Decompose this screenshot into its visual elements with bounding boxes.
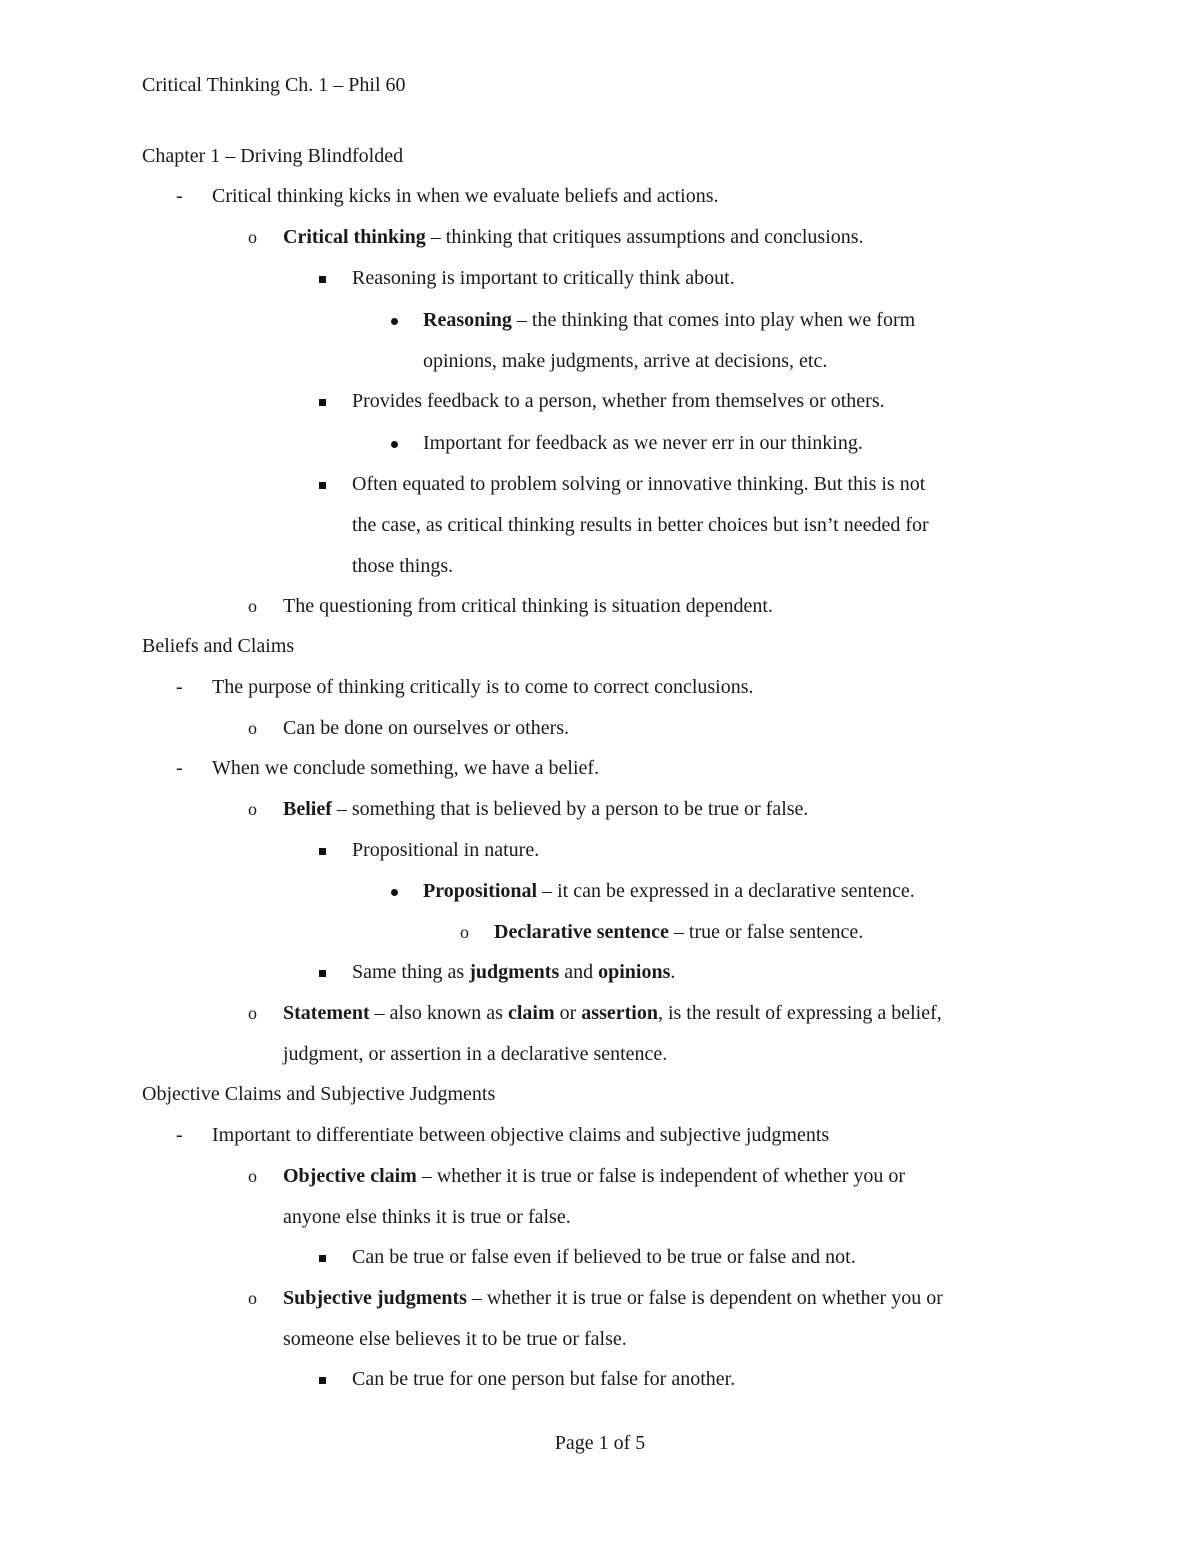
square-bullet [319, 1243, 326, 1269]
text-run: , is the result of expressing a belief, [657, 1002, 942, 1024]
list-item: Can be done on ourselves or others. [283, 717, 570, 739]
list-item-definition [283, 1163, 905, 1189]
definition-text: – true or false sentence. [668, 921, 864, 943]
definition-text: – whether it is true or false is independent of whether you or [416, 1165, 906, 1187]
text-run: – also known as [369, 1002, 508, 1024]
list-item-definition [283, 1285, 943, 1311]
definition-text: – something that is believed by a person to be true or false. [331, 798, 809, 820]
text-run: and [559, 961, 599, 983]
list-item: Often equated to problem solving or innovative thinking. But this is not [352, 473, 926, 495]
list-item: Provides feedback to a person, whether from themselves or others. [352, 390, 885, 412]
circle-bullet: o [248, 227, 257, 247]
dash-bullet: - [176, 1124, 183, 1146]
term-subjective-judgments: Subjective judgments [283, 1287, 467, 1309]
term-opinions: opinions [598, 961, 671, 983]
circle-bullet: o [248, 1288, 257, 1308]
dash-bullet: - [176, 757, 183, 779]
list-item: Important to differentiate between objective claims and subjective judgments [212, 1124, 830, 1146]
square-bullet [319, 387, 326, 413]
list-item-definition [283, 1000, 942, 1026]
list-item: The purpose of thinking critically is to come to correct conclusions. [212, 676, 754, 698]
circle-bullet: o [248, 1003, 257, 1023]
disc-bullet [391, 877, 398, 903]
term-belief: Belief [283, 798, 332, 820]
square-bullet [319, 264, 326, 290]
dash-bullet: - [176, 676, 183, 698]
term-critical-thinking: Critical thinking [283, 226, 426, 248]
disc-bullet [391, 306, 398, 332]
list-item: When we conclude something, we have a belief. [212, 757, 600, 779]
list-item: Propositional in nature. [352, 839, 540, 861]
dash-bullet: - [176, 185, 183, 207]
list-item-continuation: opinions, make judgments, arrive at decisions, etc. [423, 350, 828, 372]
definition-text: – whether it is true or false is dependent on whether you or [466, 1287, 943, 1309]
list-item [352, 959, 675, 985]
section-heading-objective-subjective: Objective Claims and Subjective Judgments [142, 1083, 496, 1105]
square-bullet [319, 958, 326, 984]
term-statement: Statement [283, 1002, 370, 1024]
list-item-continuation: those things. [352, 555, 454, 577]
list-item: The questioning from critical thinking is situation dependent. [283, 595, 773, 617]
term-objective-claim: Objective claim [283, 1165, 417, 1187]
text-run: . [670, 961, 676, 983]
circle-bullet: o [248, 799, 257, 819]
term-propositional: Propositional [423, 880, 538, 902]
definition-text: – thinking that critiques assumptions and conclusions. [425, 226, 864, 248]
list-item-continuation: the case, as critical thinking results in better choices but isn’t needed for [352, 514, 929, 536]
list-item-definition [283, 224, 864, 250]
list-item-definition [423, 878, 915, 904]
list-item: Reasoning is important to critically think about. [352, 267, 735, 289]
page-number: Page 1 of 5 [554, 1432, 646, 1454]
list-item: Critical thinking kicks in when we evaluate beliefs and actions. [212, 185, 719, 207]
term-claim: claim [507, 1002, 555, 1024]
list-item: Can be true for one person but false for another. [352, 1368, 736, 1390]
text-run: or [554, 1002, 582, 1024]
list-item-definition [494, 919, 863, 945]
term-declarative-sentence: Declarative sentence [494, 921, 669, 943]
term-judgments: judgments [469, 961, 560, 983]
section-heading-chapter-1: Chapter 1 – Driving Blindfolded [142, 145, 404, 167]
circle-bullet: o [248, 1166, 257, 1186]
section-heading-beliefs-and-claims: Beliefs and Claims [142, 635, 295, 657]
term-assertion: assertion [581, 1002, 658, 1024]
definition-text: – it can be expressed in a declarative sentence. [537, 880, 915, 902]
square-bullet [319, 836, 326, 862]
circle-bullet: o [248, 718, 257, 738]
circle-bullet: o [248, 596, 257, 616]
definition-text: – the thinking that comes into play when we form [511, 309, 916, 331]
list-item-continuation: someone else believes it to be true or false. [283, 1328, 627, 1350]
list-item-definition [283, 796, 808, 822]
text-run: Same thing as [352, 961, 470, 983]
square-bullet [319, 1365, 326, 1391]
disc-bullet [391, 429, 398, 455]
list-item-continuation: judgment, or assertion in a declarative sentence. [283, 1043, 668, 1065]
list-item-definition [423, 307, 915, 333]
list-item-continuation: anyone else thinks it is true or false. [283, 1206, 571, 1228]
document-header-title: Critical Thinking Ch. 1 – Phil 60 [142, 74, 406, 96]
list-item: Can be true or false even if believed to be true or false and not. [352, 1246, 856, 1268]
square-bullet [319, 470, 326, 496]
circle-bullet: o [460, 922, 469, 942]
list-item: Important for feedback as we never err in our thinking. [423, 432, 863, 454]
term-reasoning: Reasoning [423, 309, 512, 331]
